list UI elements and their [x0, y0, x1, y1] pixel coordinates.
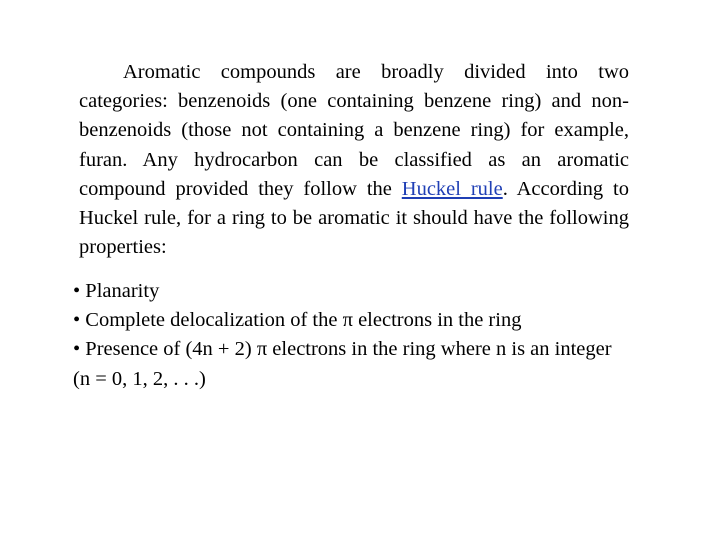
paragraph-text-end: . According to Huckel rule, for a ring to be aromatic it should have the following properties: [79, 177, 629, 259]
list-item-planarity: • Planarity [73, 280, 160, 302]
list-item-delocalization: • Complete delocalization of the π electrons in the ring [73, 309, 522, 332]
properties-list [73, 277, 633, 394]
huckel-rule-link[interactable]: Huckel rule [401, 177, 503, 200]
intro-paragraph [79, 58, 629, 262]
paragraph-text-start: Aromatic compounds are broadly divided into two categories: benzenoids (one containing benzene ring) and non-benzenoids (those not containing a benzene ring) for example, furan. Any hydrocarbon can be classified as an aromatic compound provided they follow the [79, 61, 629, 200]
list-item-electron-count: • Presence of (4n + 2) π electrons in the ring where n is an integer (n = 0, 1, 2, . . .) [73, 338, 612, 390]
